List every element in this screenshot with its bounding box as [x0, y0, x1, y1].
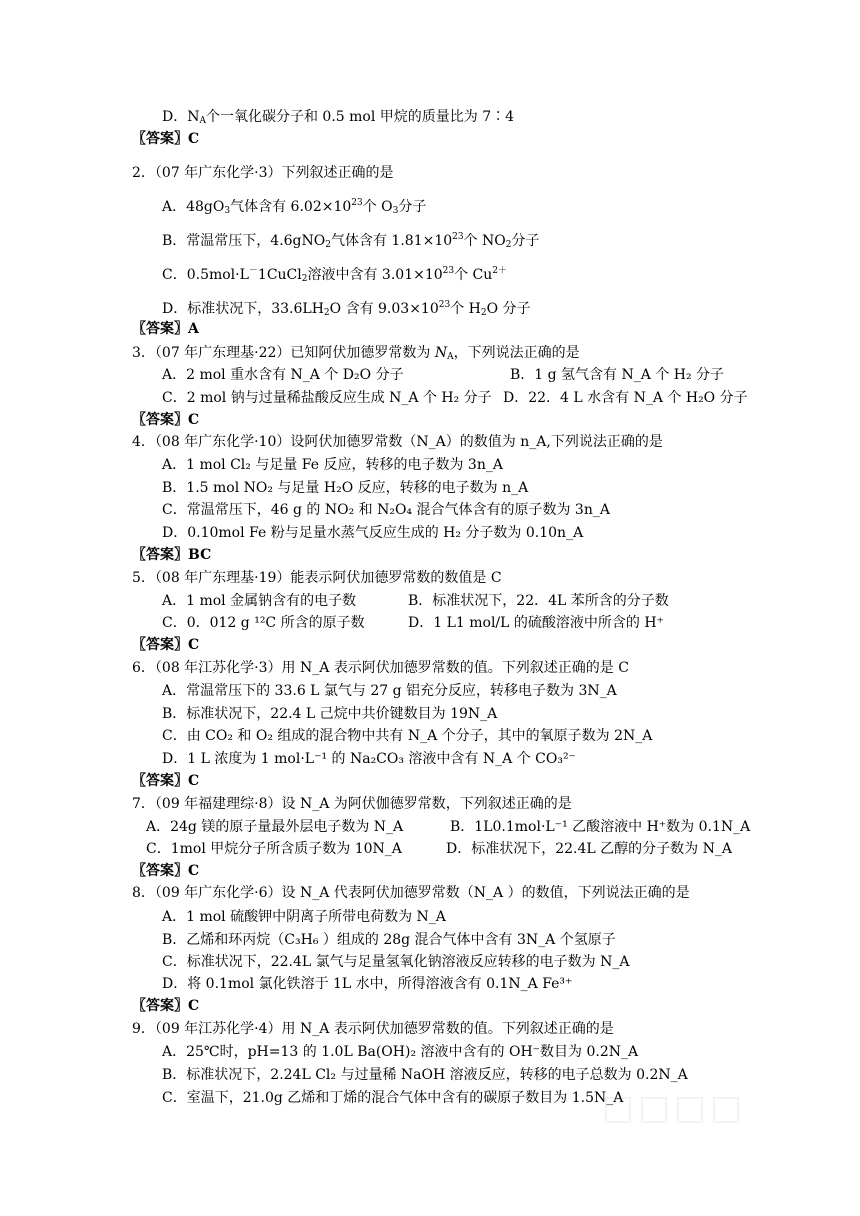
q8-option-d: D．将 0.1mol 氯化铁溶于 1L 水中，所得溶液含有 0.1N_A Fe³⁺: [162, 976, 573, 992]
q3-option-b: B．1 g 氢气含有 N_A 个 H₂ 分子: [510, 367, 725, 383]
q5-stem: 5．（08 年广东理基·19）能表示阿伏加德罗常数的数值是 C: [132, 570, 502, 586]
q6-option-b: B．标准状况下，22.4 L 己烷中共价键数目为 19N_A: [162, 706, 498, 722]
q5-answer: 〖答案〗C: [132, 637, 200, 653]
q8-answer: 〖答案〗C: [132, 998, 200, 1014]
q8-option-a: A．1 mol 硫酸钾中阴离子所带电荷数为 N_A: [162, 909, 446, 925]
q4-option-d: D．0.10mol Fe 粉与足量水蒸气反应生成的 H₂ 分子数为 0.10n_A: [162, 525, 584, 541]
q2-option-b: B．常温常压下，4.6gNO$_2$气体含有 $1.81\times 10^{23}$个 $NO_2$分子: [162, 232, 540, 250]
q9-option-b: B．标准状况下，2.24L Cl₂ 与过量稀 NaOH 溶液反应，转移的电子总数为 0.2N_A: [162, 1067, 688, 1083]
q8-option-c: C．标准状况下，22.4L 氯气与足量氢氧化钠溶液反应转移的电子数为 N_A: [162, 954, 630, 970]
q2-stem: 2．（07 年广东化学·3）下列叙述正确的是: [132, 165, 394, 181]
q3-option-c: C．2 mol 钠与过量稀盐酸反应生成 N_A 个 H₂ 分子: [162, 390, 492, 406]
q3-option-d: D．22．4 L 水含有 N_A 个 H₂O 分子: [503, 390, 748, 406]
q8-option-b: B．乙烯和环丙烷（C₃H₆ ）组成的 28g 混合气体中含有 3N_A 个氢原子: [162, 932, 616, 948]
q1-answer: 〖答案〗C: [132, 131, 200, 147]
q1-option-d: D．$N_A$个一氧化碳分子和 0.5 mol 甲烷的质量比为 7∶4: [162, 109, 515, 126]
q5-option-c: C．0．012 g ¹²C 所含的原子数: [162, 615, 365, 631]
watermark-icon: [602, 1090, 762, 1130]
q6-answer: 〖答案〗C: [132, 773, 200, 789]
q5-option-d: D．1 L1 mol/L 的硫酸溶液中所含的 H⁺: [408, 615, 664, 631]
q3-answer: 〖答案〗C: [132, 412, 200, 428]
q3-option-a: A．2 mol 重水含有 N_A 个 D₂O 分子: [162, 367, 404, 383]
q9-option-a: A．25℃时，pH=13 的 1.0L Ba(OH)₂ 溶液中含有的 OH⁻数目为 0.2N_A: [162, 1044, 639, 1060]
q8-stem: 8．（09 年广东化学·6）设 N_A 代表阿伏加德罗常数（N_A ）的数值，下列说法正确的是: [132, 885, 690, 901]
q6-stem: 6．（08 年江苏化学·3）用 N_A 表示阿伏加德罗常数的值。下列叙述正确的是 C: [132, 660, 629, 676]
q2-option-c: C．0.5mol·L－1CuCl$_2$溶液中含有 $3.01\times 10^{23}$个 $Cu^{2+}$: [162, 266, 508, 284]
q5-option-a: A．1 mol 金属钠含有的电子数: [162, 593, 357, 609]
q9-stem: 9．（09 年江苏化学·4）用 N_A 表示阿伏加德罗常数的值。下列叙述正确的是: [132, 1021, 614, 1037]
q7-answer: 〖答案〗C: [132, 863, 200, 879]
q2-option-a: A．$48gO_3$气体含有 $6.02\times 10^{23}$个 $O_3$分子: [162, 198, 427, 216]
q7-stem: 7．（09 年福建理综·8）设 N_A 为阿伏伽德罗常数，下列叙述正确的是: [132, 796, 572, 812]
q7-option-a: A．24g 镁的原子量最外层电子数为 N_A: [146, 819, 404, 835]
q4-stem: 4．（08 年广东化学·10）设阿伏加德罗常数（N_A）的数值为 n_A,下列说法正确的是: [132, 434, 663, 450]
q6-option-a: A．常温常压下的 33.6 L 氯气与 27 g 铝充分反应，转移电子数为 3N_A: [162, 683, 617, 699]
q2-option-d: D．标准状况下，$33.6LH_2O$ 含有 $9.03\times 10^{23}$个 $H_2O$ 分子: [162, 300, 531, 318]
q5-option-b: B．标准状况下，22．4L 苯所含的分子数: [408, 593, 669, 609]
q4-answer: 〖答案〗BC: [132, 547, 212, 563]
q7-option-b: B．1L0.1mol·L⁻¹ 乙酸溶液中 H⁺数为 0.1N_A: [450, 819, 751, 835]
q9-option-c: C．室温下，21.0g 乙烯和丁烯的混合气体中含有的碳原子数目为 1.5N_A: [162, 1090, 624, 1106]
q3-stem: 3．（07 年广东理基·22）已知阿伏加德罗常数为 $N_A$，下列说法正确的是: [132, 345, 580, 362]
q7-option-d: D．标准状况下，22.4L 乙醇的分子数为 N_A: [446, 841, 732, 857]
q6-option-d: D．1 L 浓度为 1 mol·L⁻¹ 的 Na₂CO₃ 溶液中含有 N_A 个 CO₃²⁻: [162, 751, 576, 767]
q4-option-c: C．常温常压下，46 g 的 NO₂ 和 N₂O₄ 混合气体含有的原子数为 3n_A: [162, 502, 610, 518]
q7-option-c: C．1mol 甲烷分子所含质子数为 10N_A: [146, 841, 402, 857]
q2-answer: 〖答案〗A: [132, 321, 199, 337]
q4-option-b: B．1.5 mol NO₂ 与足量 H₂O 反应，转移的电子数为 n_A: [162, 480, 529, 496]
q4-option-a: A．1 mol Cl₂ 与足量 Fe 反应，转移的电子数为 3n_A: [162, 457, 503, 473]
q6-option-c: C．由 CO₂ 和 O₂ 组成的混合物中共有 N_A 个分子，其中的氧原子数为 2N_A: [162, 728, 653, 744]
watermark-mark: [602, 1090, 762, 1130]
